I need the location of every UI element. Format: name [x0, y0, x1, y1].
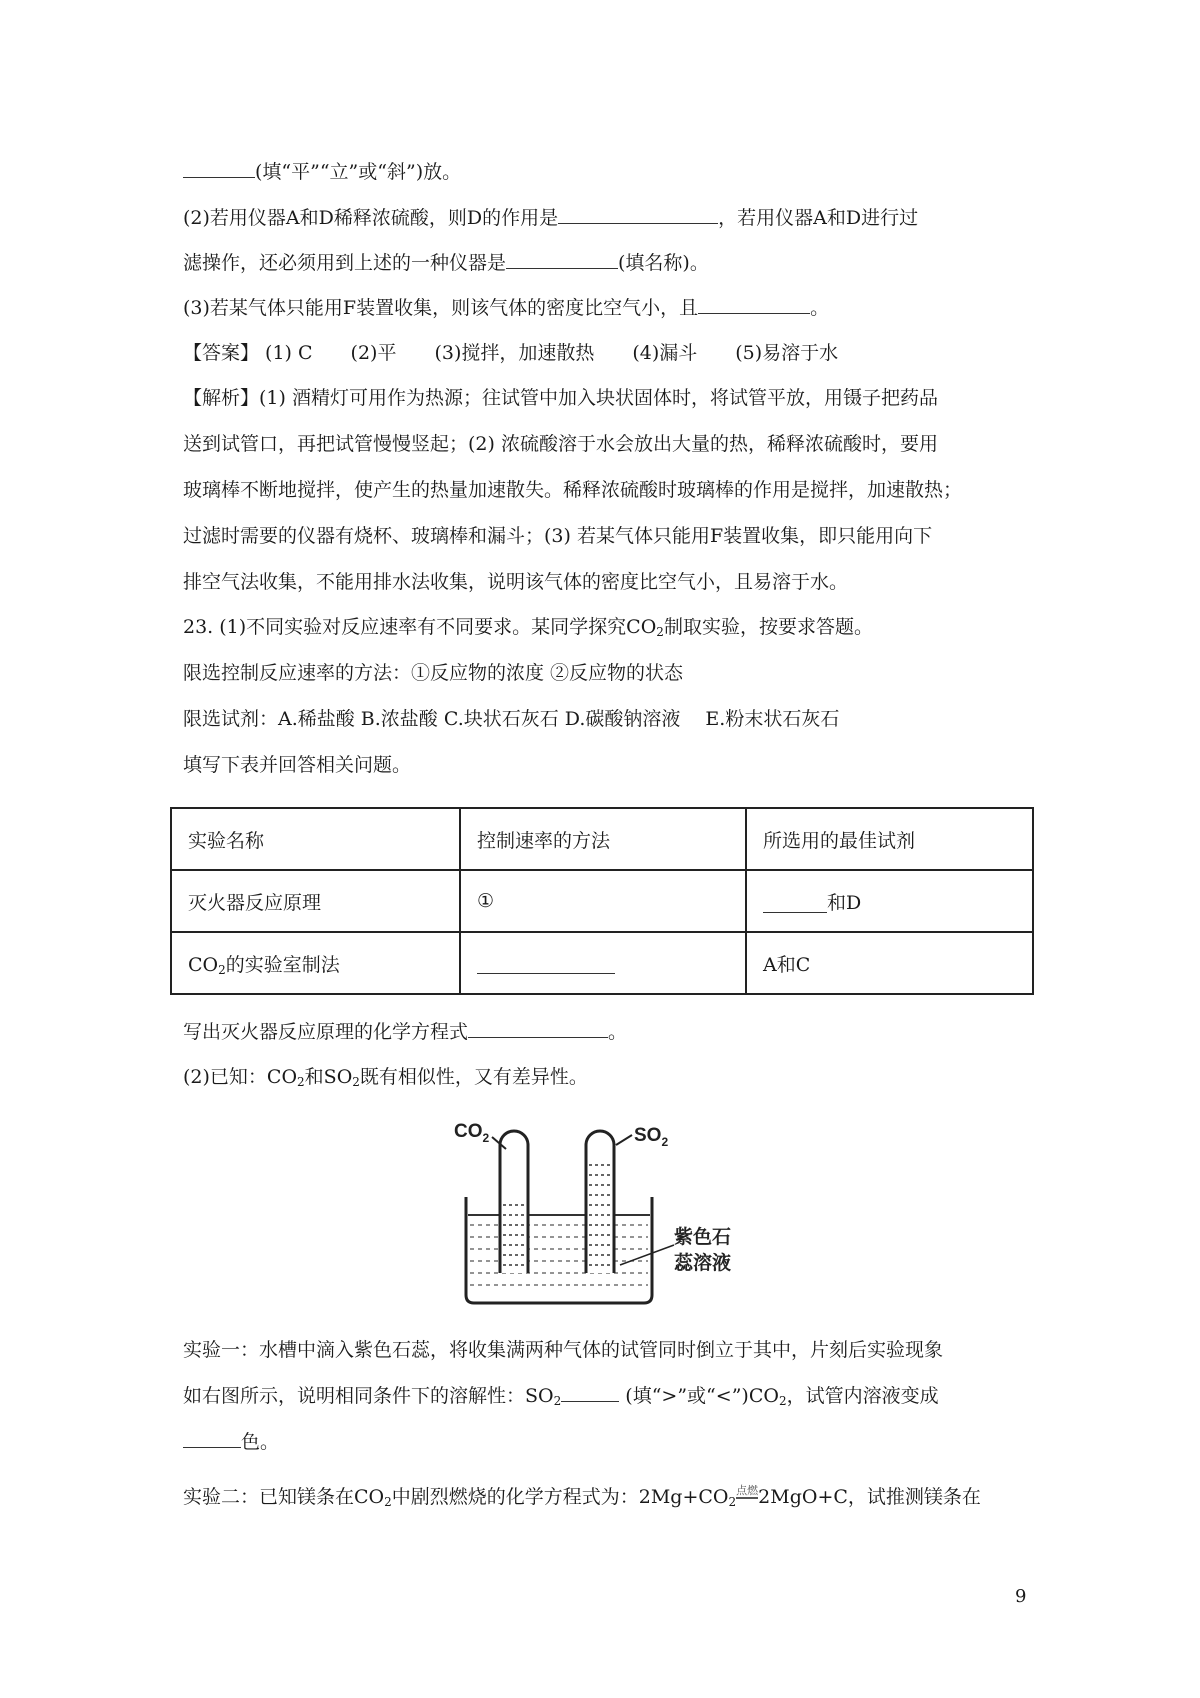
row2-method	[460, 932, 746, 994]
answer-blank[interactable]	[477, 955, 615, 974]
explanation-line-5: 排空气法收集，不能用排水法收集，说明该气体的密度比空气小，且易溶于水。	[183, 571, 849, 593]
experiment-1-line-2: 如右图所示，说明相同条件下的溶解性：$SO_2$ (填“>”或“$<”)CO_2$，试管内溶液变成	[183, 1381, 939, 1415]
co2-label: $CO_2$	[454, 1121, 490, 1145]
methods-line: 限选控制反应速率的方法：①反应物的浓度 ②反应物的状态	[183, 662, 684, 684]
question-23-intro: 23. (1)不同实验对反应速率有不同要求。某同学探究$CO_2$制取实验，按要求答题。	[183, 616, 873, 639]
fill-table-instruction: 填写下表并回答相关问题。	[183, 754, 412, 776]
so2-leader-line	[616, 1135, 632, 1145]
experiment-1-line-3: 色。	[183, 1427, 279, 1456]
question-3-line: (3)若某气体只能用F装置收集，则该气体的密度比空气小，且 。	[183, 293, 829, 322]
row1-reagent: 和D	[746, 870, 1033, 932]
water-trough	[466, 1197, 652, 1303]
test-tube-figure	[452, 1105, 768, 1313]
litmus-label-line-2: 蕊溶液	[674, 1252, 732, 1274]
litmus-label-line-1: 紫色石	[674, 1226, 732, 1248]
answer-line: 【答案】 (1) C (2)平 (3)搅拌，加速散热 (4)漏斗 (5)易溶于水	[183, 342, 839, 364]
litmus-leader-line	[620, 1245, 674, 1265]
answer-blank[interactable]	[561, 1381, 619, 1402]
explanation-line-1: 【解析】(1) 酒精灯可用作为热源；往试管中加入块状固体时，将试管平放，用镊子把药品	[183, 387, 938, 409]
experiment-2-line: 实验二：已知镁条在$CO_2$中剧烈燃烧的化学方程式为：$2Mg+CO_2$点燃2MgO+C，试推测镁条在	[183, 1484, 981, 1509]
explanation-line-4: 过滤时需要的仪器有烧杯、玻璃棒和漏斗；(3) 若某气体只能用F装置收集，即只能用向下	[183, 525, 933, 547]
answer-blank[interactable]	[468, 1017, 608, 1038]
header-best-reagent: 所选用的最佳试剂	[746, 808, 1033, 870]
answer-blank[interactable]	[506, 248, 618, 269]
question-2-line-2: 滤操作，还必须用到上述的一种仪器是 (填名称)。	[183, 248, 709, 277]
table-row	[171, 870, 1033, 932]
answer-blank[interactable]	[763, 894, 827, 913]
line-fill-orientation: (填“平”“立”或“斜”)放。	[183, 157, 461, 186]
row2-reagent: A和C	[746, 932, 1033, 994]
table-row	[171, 932, 1033, 994]
row1-name: 灭火器反应原理	[171, 870, 460, 932]
explanation-line-2: 送到试管口，再把试管慢慢竖起；(2) 浓硫酸溶于水会放出大量的热，稀释浓硫酸时，要用	[183, 433, 938, 455]
header-experiment-name: 实验名称	[171, 808, 460, 870]
answer-blank[interactable]	[183, 157, 255, 178]
so2-label: $SO_2$	[634, 1125, 669, 1149]
answer-blank[interactable]	[698, 293, 810, 314]
liquid-lines	[470, 1225, 648, 1285]
page-number: 9	[1015, 1586, 1027, 1607]
reagents-line: 限选试剂：A.稀盐酸 B.浓盐酸 C.块状石灰石 D.碳酸钠溶液 E.粉末状石灰石	[183, 708, 840, 730]
row1-method: ①	[460, 870, 746, 932]
row2-name: $CO_2$的实验室制法	[171, 932, 460, 994]
experiment-table	[170, 807, 1034, 995]
so2-test-tube	[586, 1131, 614, 1273]
known-line: (2)已知：$CO_2$和$SO_2$既有相似性，又有差异性。	[183, 1066, 588, 1089]
answer-blank[interactable]	[558, 203, 718, 224]
question-2-line-1: (2)若用仪器A和D稀释浓硫酸，则D的作用是 ，若用仪器A和D进行过	[183, 203, 918, 232]
experiment-1-line-1: 实验一：水槽中滴入紫色石蕊，将收集满两种气体的试管同时倒立于其中，片刻后实验现象	[183, 1339, 944, 1361]
explanation-line-3: 玻璃棒不断地搅拌，使产生的热量加速散失。稀释浓硫酸时玻璃棒的作用是搅拌，加速散热；	[183, 479, 963, 501]
answer-blank[interactable]	[183, 1427, 241, 1448]
equation-prompt: 写出灭火器反应原理的化学方程式 。	[183, 1017, 627, 1046]
header-rate-method: 控制速率的方法	[460, 808, 746, 870]
reaction-condition: 点燃	[736, 1484, 759, 1497]
co2-test-tube	[500, 1131, 528, 1273]
table-header-row	[171, 808, 1033, 870]
